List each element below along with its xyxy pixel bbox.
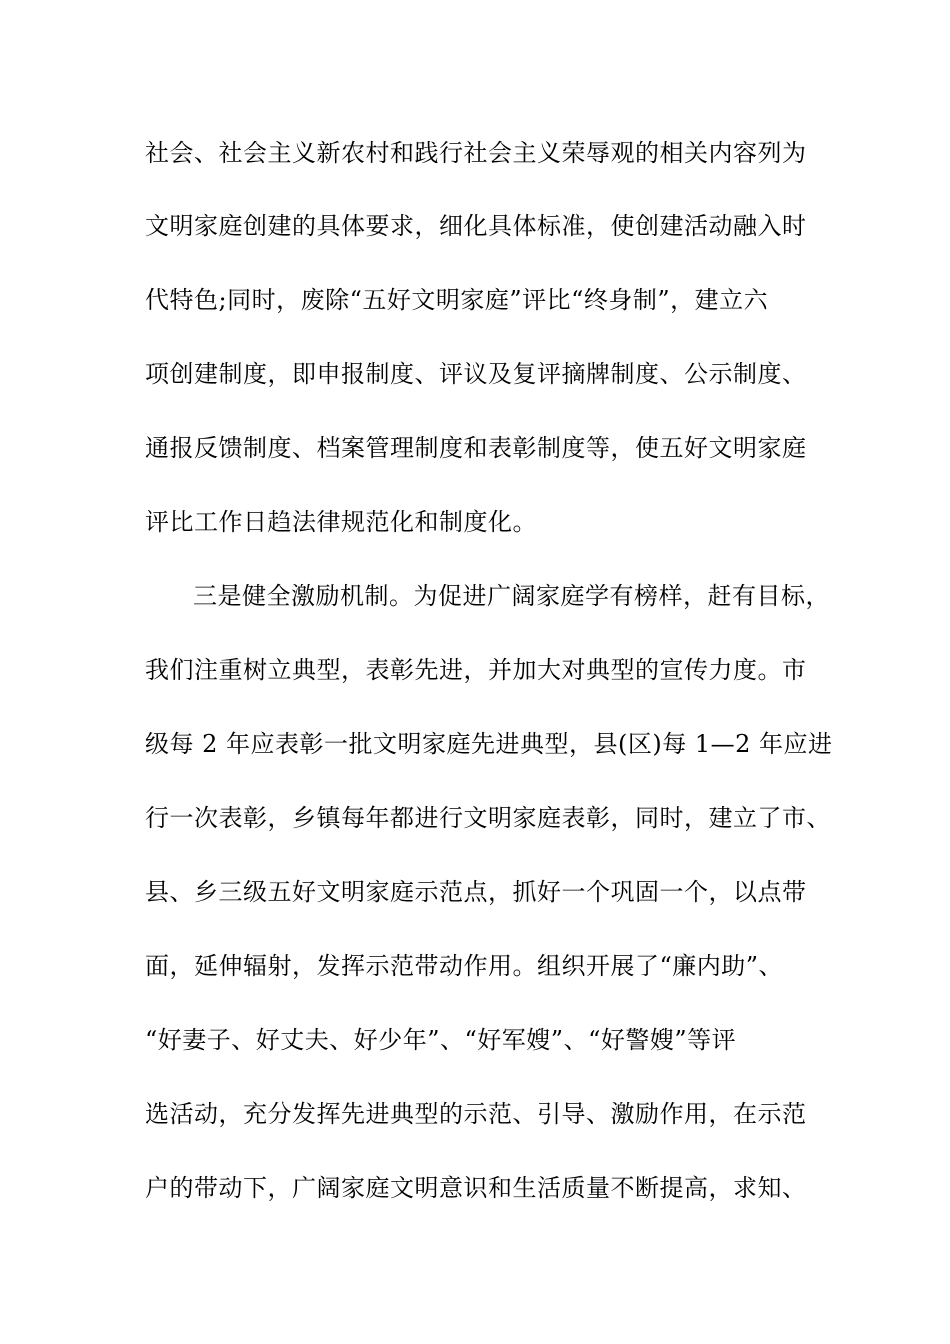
- text-line: 项创建制度，即申报制度、评议及复评摘牌制度、公示制度、: [145, 360, 807, 388]
- text-line: 代特色;同时，废除“五好文明家庭”评比“终身制”，建立六: [145, 286, 769, 314]
- text-line: 通报反馈制度、档案管理制度和表彰制度等，使五好文明家庭: [145, 434, 807, 462]
- text-line: 县、乡三级五好文明家庭示范点，抓好一个巩固一个，以点带: [145, 878, 807, 906]
- text-line: 我们注重树立典型，表彰先进，并加大对典型的宣传力度。市: [145, 656, 807, 684]
- text-line: 文明家庭创建的具体要求，细化具体标准，使创建活动融入时: [145, 212, 807, 240]
- paragraph-first-line: 三是健全激励机制。为促进广阔家庭学有榜样，赶有目标，: [193, 582, 830, 610]
- text-line: 级每 2 年应表彰一批文明家庭先进典型，县(区)每 1—2 年应进: [145, 730, 833, 758]
- text-line: 行一次表彰，乡镇每年都进行文明家庭表彰，同时，建立了市、: [145, 804, 831, 832]
- text-line: 面，延伸辐射，发挥示范带动作用。组织开展了“廉内助”、: [145, 952, 784, 980]
- text-line: 户的带动下，广阔家庭文明意识和生活质量不断提高，求知、: [145, 1174, 807, 1202]
- text-line: 社会、社会主义新农村和践行社会主义荣辱观的相关内容列为: [145, 139, 807, 167]
- text-line: 选活动，充分发挥先进典型的示范、引导、激励作用，在示范: [145, 1100, 807, 1128]
- text-line: 评比工作日趋法律规范化和制度化。: [145, 508, 537, 536]
- text-line: “好妻子、好丈夫、好少年”、“好军嫂”、“好警嫂”等评: [145, 1026, 737, 1054]
